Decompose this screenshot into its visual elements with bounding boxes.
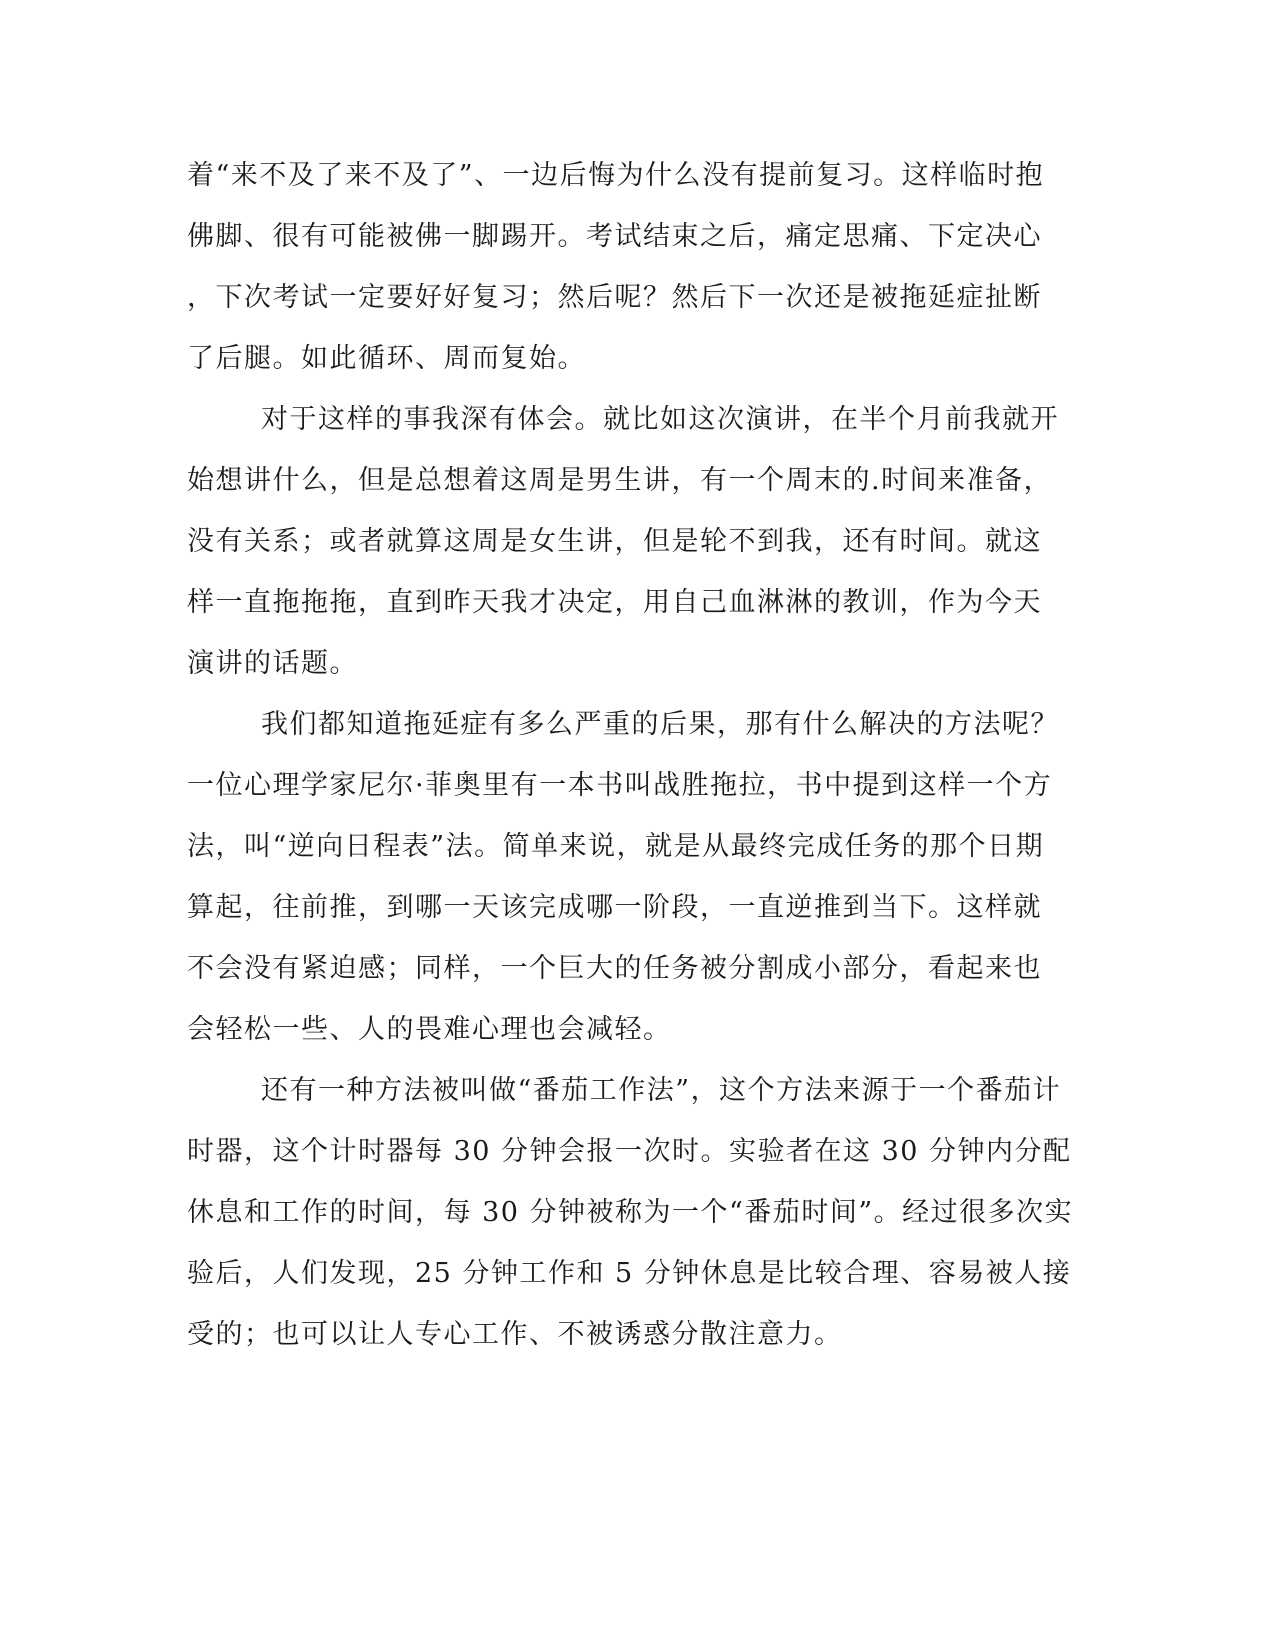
body-text	[187, 156, 1074, 1376]
text-line: 验后，人们发现，25 分钟工作和 5 分钟休息是比较合理、容易被人接	[187, 1258, 1072, 1289]
text-line: 受的；也可以让人专心工作、不被诱惑分散注意力。	[187, 1319, 843, 1350]
text-line: 时器，这个计时器每 30 分钟会报一次时。实验者在这 30 分钟内分配	[187, 1136, 1072, 1167]
text-line: 不会没有紧迫感；同样，一个巨大的任务被分割成小部分，看起来也	[187, 953, 1042, 984]
paragraph	[187, 156, 1067, 379]
text-line: 我们都知道拖延症有多么严重的后果，那有什么解决的方法呢？	[261, 709, 1059, 740]
text-line: 会轻松一些、人的畏难心理也会减轻。	[187, 1014, 672, 1045]
text-line: 着“来不及了来不及了”、一边后悔为什么没有提前复习。这样临时抱	[187, 160, 1045, 191]
text-line: 法，叫“逆向日程表”法。简单来说，就是从最终完成任务的那个日期	[187, 831, 1045, 862]
text-line: 演讲的话题。	[187, 648, 358, 679]
text-line: 还有一种方法被叫做“番茄工作法”，这个方法来源于一个番茄计	[261, 1075, 1062, 1106]
text-line: 休息和工作的时间，每 30 分钟被称为一个“番茄时间”。经过很多次实	[187, 1197, 1074, 1228]
text-line: 样一直拖拖拖，直到昨天我才决定，用自己血淋淋的教训，作为今天	[187, 587, 1042, 618]
text-line: 一位心理学家尼尔·菲奥里有一本书叫战胜拖拉，书中提到这样一个方	[187, 770, 1053, 801]
paragraph	[187, 1071, 1074, 1355]
text-line: ，下次考试一定要好好复习；然后呢？然后下一次还是被拖延症扯断	[187, 282, 1042, 313]
paragraph	[187, 400, 1067, 684]
text-line: 算起，往前推，到哪一天该完成哪一阶段，一直逆推到当下。这样就	[187, 892, 1042, 923]
text-line: 了后腿。如此循环、周而复始。	[187, 343, 586, 374]
paragraph	[187, 705, 1067, 1050]
text-line: 对于这样的事我深有体会。就比如这次演讲，在半个月前我就开	[261, 404, 1059, 435]
text-line: 佛脚、很有可能被佛一脚踢开。考试结束之后，痛定思痛、下定决心	[187, 221, 1042, 252]
text-line: 始想讲什么，但是总想着这周是男生讲，有一个周末的.时间来准备，	[187, 465, 1053, 496]
text-line: 没有关系；或者就算这周是女生讲，但是轮不到我，还有时间。就这	[187, 526, 1042, 557]
